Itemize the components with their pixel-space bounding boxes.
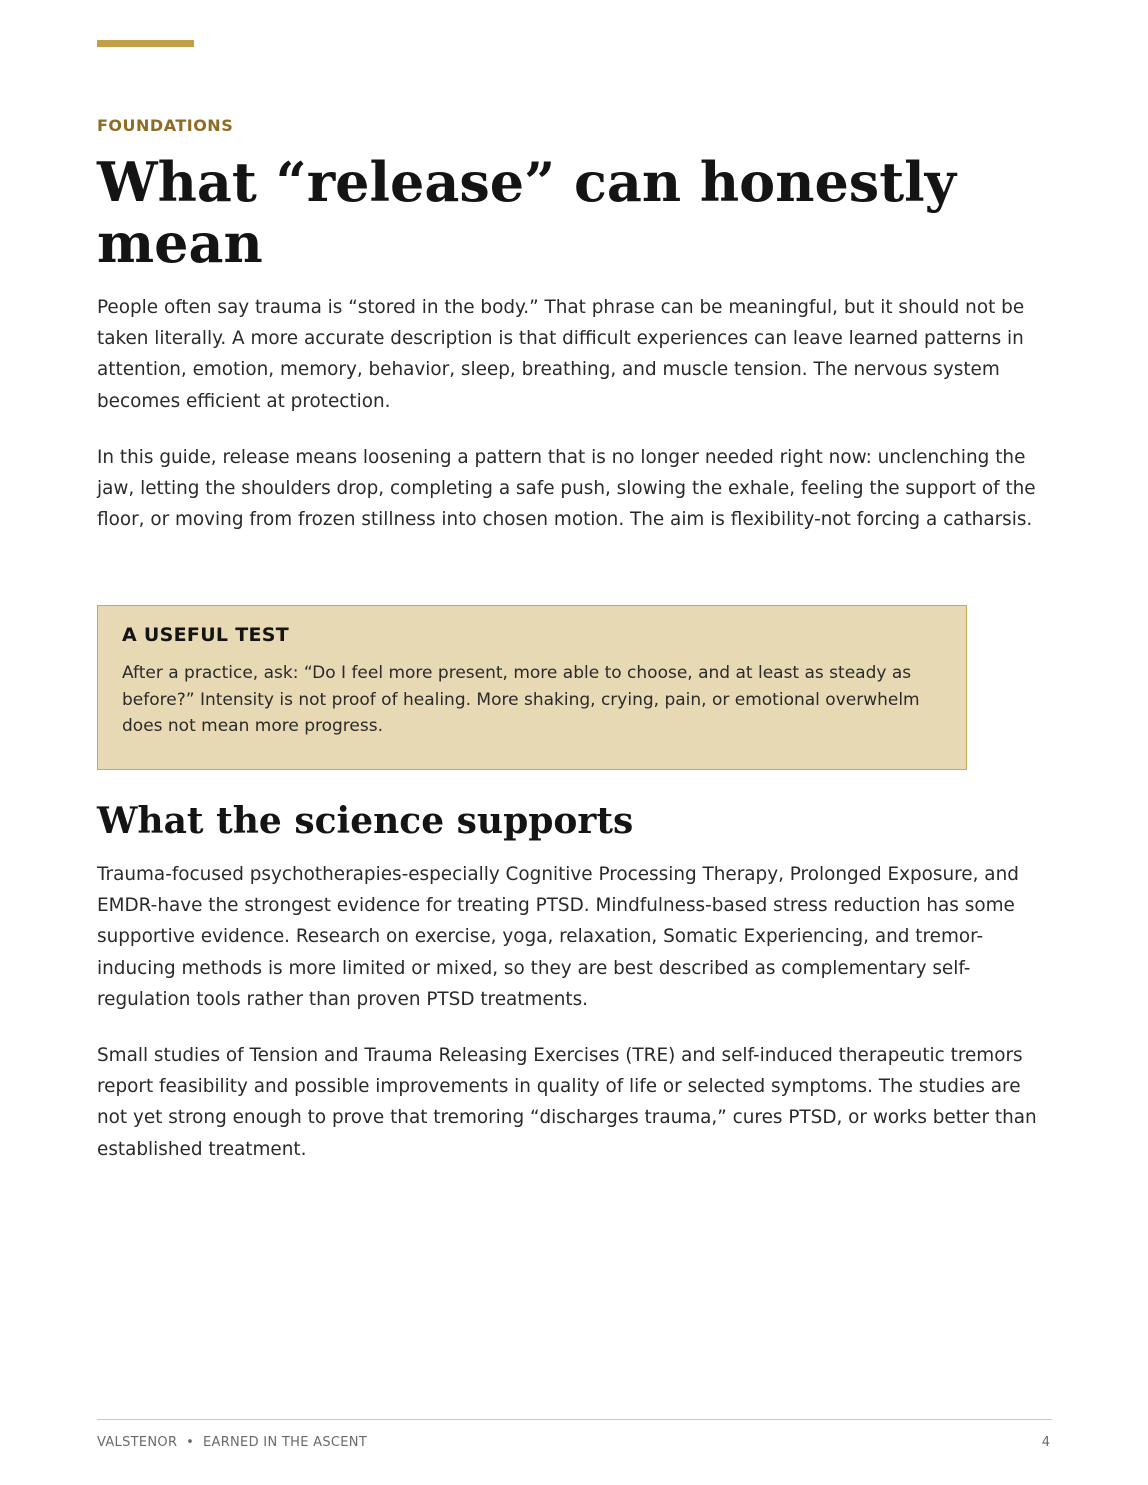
footer-publication: VALSTENOR • EARNED IN THE ASCENT: [97, 1435, 368, 1450]
section-eyebrow: FOUNDATIONS: [97, 116, 234, 135]
page-title: What “release” can honestly mean: [97, 150, 957, 275]
footer-divider: [97, 1419, 1052, 1420]
accent-bar: [97, 40, 194, 47]
science-heading: What the science supports: [97, 800, 634, 842]
callout-title: A USEFUL TEST: [122, 624, 290, 646]
science-paragraph-1: Trauma-focused psychotherapies-especially Cognitive Processing Therapy, Prolonged Exposure, and EMDR-have the strongest evidence for treating PTSD. Mindfulness-based stress reduction has some supportive evidence. Research on exercise, yoga, relaxation, Somatic Experiencing, and tremor-inducing methods is more limited or mixed, so they are best described as complementary self-regulation tools rather than proven PTSD treatments.: [97, 864, 1019, 1010]
intro-paragraph-2: In this guide, release means loosening a pattern that is no longer needed right now: unclenching the jaw, letting the shoulders drop, completing a safe push, slowing the exhale, feeling the support of the floor, or moving from frozen stillness into chosen motion. The aim is flexibility-not forcing a catharsis.: [97, 447, 1036, 531]
page-number: 4: [1041, 1435, 1050, 1450]
callout-body: After a practice, ask: “Do I feel more present, more able to choose, and at least as steady as before?” Intensity is not proof of healing. More shaking, crying, pain, or emotional overwhelm does not mean more progress.: [122, 663, 920, 736]
science-paragraph-2: Small studies of Tension and Trauma Releasing Exercises (TRE) and self-induced therapeutic tremors report feasibility and possible improvements in quality of life or selected symptoms. The studies are not yet strong enough to prove that tremoring “discharges trauma,” cures PTSD, or works better than established treatment.: [97, 1045, 1037, 1160]
intro-paragraph-1: People often say trauma is “stored in the body.” That phrase can be meaningful, but it should not be taken literally. A more accurate description is that difficult experiences can leave learned patterns in attention, emotion, memory, behavior, sleep, breathing, and muscle tension. The nervous system becomes efficient at protection.: [97, 297, 1025, 412]
useful-test-callout: [97, 605, 967, 770]
